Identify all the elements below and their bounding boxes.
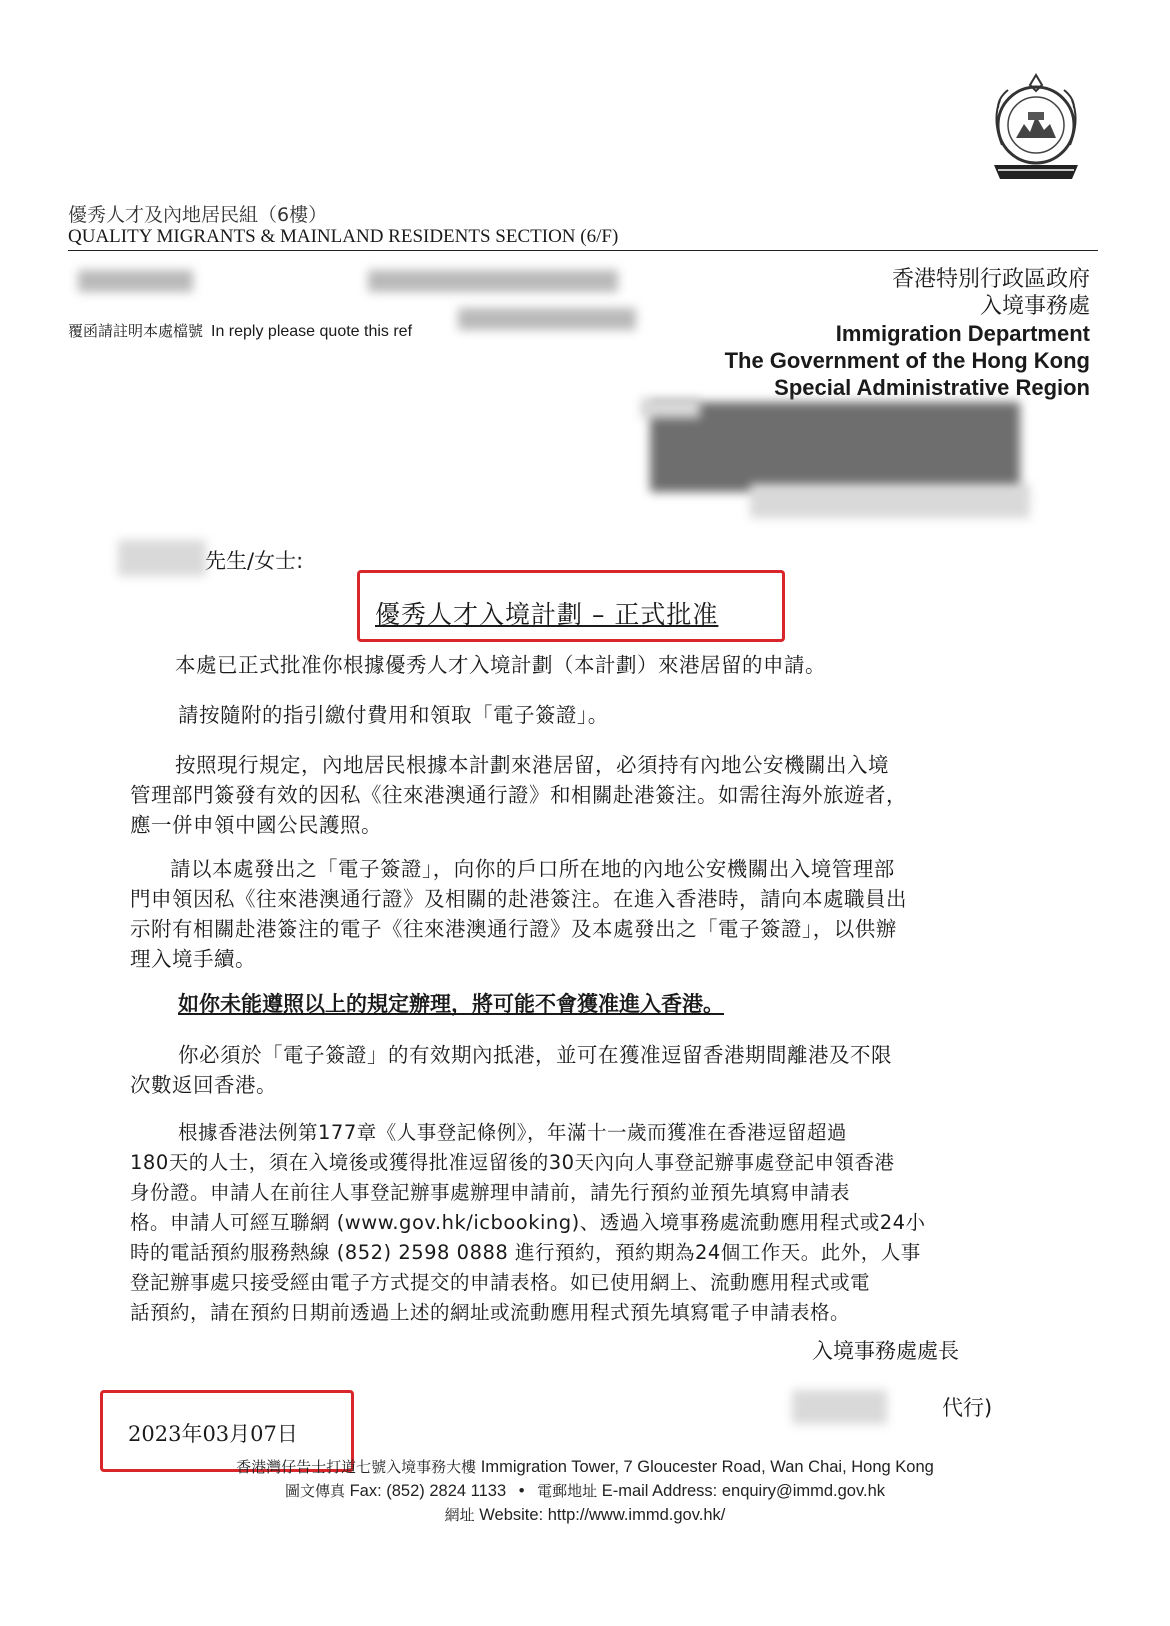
department-en-line3: Special Administrative Region xyxy=(774,375,1090,400)
paragraph-line: 根據香港法例第177章《人事登記條例》，年滿十一歲而獲准在香港逗留超過 xyxy=(178,1121,847,1144)
signer-title: 入境事務處處長 xyxy=(812,1339,959,1363)
paragraph-line: 格。申請人可經互聯網 (www.gov.hk/icbooking)、透過入境事務處流動應用程式或24小 xyxy=(130,1211,926,1234)
salutation: 先生/女士: xyxy=(205,549,304,573)
section-name-en: QUALITY MIGRANTS & MAINLAND RESIDENTS SECTION (6/F) xyxy=(68,226,619,247)
paragraph-line: 次數返回香港。 xyxy=(130,1073,277,1097)
paragraph-requirements xyxy=(130,750,1000,840)
paragraph-evisa xyxy=(130,854,1000,974)
paragraph-line: 你必須於「電子簽證」的有效期內抵港，並可在獲准逗留香港期間離港及不限 xyxy=(178,1043,892,1067)
footer-contact xyxy=(0,1480,1170,1501)
header-divider xyxy=(68,250,1098,251)
department-block xyxy=(725,266,1090,401)
acting-note: 代行) xyxy=(942,1396,993,1420)
paragraph-line: 登記辦事處只接受經由電子方式提交的申請表格。如已使用網上、流動應用程式或電 xyxy=(130,1271,871,1294)
department-en-line1: Immigration Department xyxy=(835,321,1090,346)
department-en-line2: The Government of the Hong Kong xyxy=(724,348,1090,373)
section-name-zh: 優秀人才及內地居民組（6樓） xyxy=(68,204,328,226)
paragraph-line: 本處已正式批准你根據優秀人才入境計劃（本計劃）來港居留的申請。 xyxy=(175,653,826,677)
footer-bullet: • xyxy=(518,1482,525,1500)
redacted-block xyxy=(78,270,193,292)
reference-line xyxy=(68,320,412,341)
footer-website xyxy=(0,1504,1170,1525)
footer-address xyxy=(0,1456,1170,1477)
department-zh-line1: 香港特別行政區政府 xyxy=(891,267,1090,292)
department-zh-line2: 入境事務處 xyxy=(979,294,1090,319)
footer-web-en[interactable]: Website: http://www.immd.gov.hk/ xyxy=(479,1506,726,1524)
letter-title: 優秀人才入境計劃 – 正式批准 xyxy=(375,600,719,629)
footer-email-en: E-mail Address: enquiry@immd.gov.hk xyxy=(601,1482,886,1500)
paragraph-line: 話預約，請在預約日期前透過上述的網址或流動應用程式預先填寫電子申請表格。 xyxy=(130,1301,851,1324)
footer-web-zh: 網址 xyxy=(444,1506,475,1524)
hong-kong-crest-icon xyxy=(986,70,1086,195)
warning-text: 如你未能遵照以上的規定辦理，將可能不會獲准進入香港。 xyxy=(178,992,724,1016)
paragraph-line: 示附有相關赴港簽注的電子《往來港澳通行證》及本處發出之「電子簽證」，以供辦 xyxy=(130,917,897,941)
redacted-signature xyxy=(792,1390,887,1424)
reference-label-en: In reply please quote this ref xyxy=(211,323,413,340)
footer-address-en: Immigration Tower, 7 Gloucester Road, Wan Chai, Hong Kong xyxy=(480,1458,934,1476)
reference-label-zh: 覆函請註明本處檔號 xyxy=(68,322,204,340)
paragraph-line: 應一併申領中國公民護照。 xyxy=(130,813,382,837)
footer-fax-en: Fax: (852) 2824 1133 xyxy=(349,1482,507,1500)
paragraph-line: 理入境手續。 xyxy=(130,947,256,971)
paragraph-id-registration xyxy=(130,1118,1000,1328)
paragraph-line: 180天的人士，須在入境後或獲得批准逗留後的30天內向人事登記辦事處登記申領香港 xyxy=(130,1151,895,1174)
paragraph-instructions xyxy=(130,700,1000,730)
paragraph-validity xyxy=(130,1040,1000,1100)
paragraph-line: 時的電話預約服務熱線 (852) 2598 0888 進行預約，預約期為24個工作天。此外，人事 xyxy=(130,1241,921,1264)
paragraph-line: 身份證。申請人在前往人事登記辦事處辦理申請前，請先行預約並預先填寫申請表 xyxy=(130,1181,851,1204)
redacted-address xyxy=(750,484,1030,518)
letter-date: 2023年03月07日 xyxy=(128,1422,298,1446)
redacted-address xyxy=(640,398,700,418)
footer-email-zh: 電郵地址 xyxy=(537,1482,598,1500)
paragraph-line: 門申領因私《往來港澳通行證》及相關的赴港簽注。在進入香港時，請向本處職員出 xyxy=(130,887,907,911)
redacted-block xyxy=(368,270,618,292)
footer-fax-zh: 圖文傳真 xyxy=(284,1482,345,1500)
paragraph-line: 管理部門簽發有效的因私《往來港澳通行證》和相關赴港簽注。如需往海外旅遊者， xyxy=(130,783,907,807)
redacted-name xyxy=(118,540,206,576)
paragraph-approval xyxy=(130,650,1000,680)
paragraph-line: 請按隨附的指引繳付費用和領取「電子簽證」。 xyxy=(178,703,609,727)
redacted-block xyxy=(458,308,636,330)
footer-address-zh: 香港灣仔告士打道七號入境事務大樓 xyxy=(236,1458,477,1476)
paragraph-line: 請以本處發出之「電子簽證」，向你的戶口所在地的內地公安機關出入境管理部 xyxy=(170,857,895,881)
redacted-address xyxy=(650,402,1020,492)
paragraph-line: 按照現行規定，內地居民根據本計劃來港居留，必須持有內地公安機關出入境 xyxy=(175,753,889,777)
